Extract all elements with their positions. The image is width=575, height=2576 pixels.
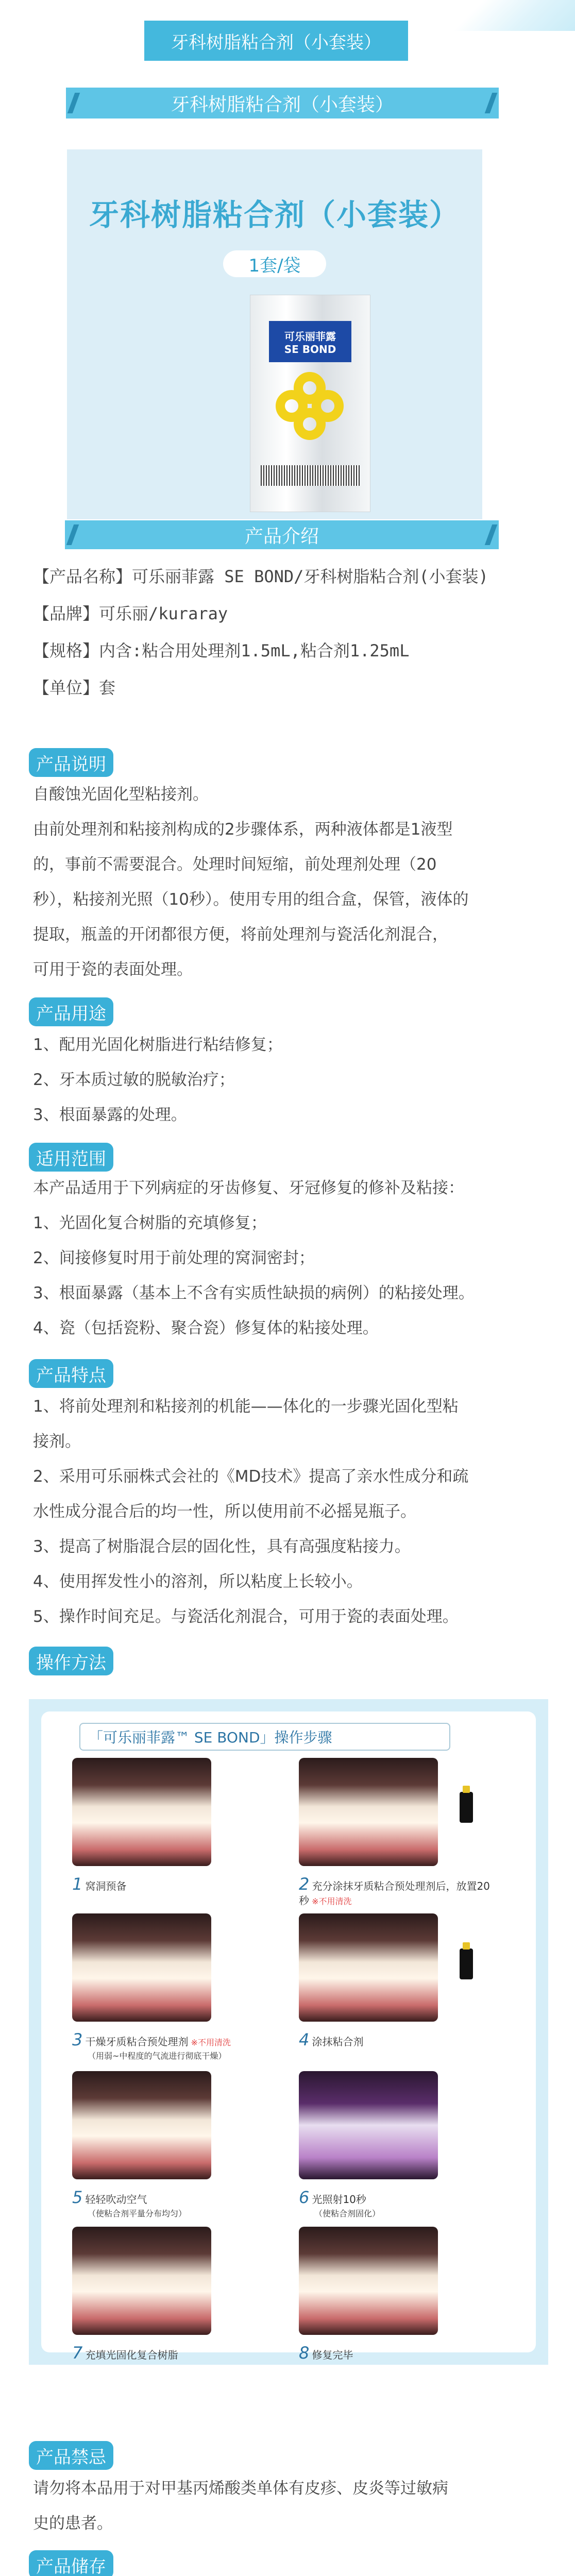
step-2-photo	[299, 1758, 438, 1866]
step-2-note: ※不用清洗	[312, 1896, 352, 1906]
intro-line: 【品牌】可乐丽/kuraray	[33, 604, 228, 623]
step-8-number: 8	[299, 2343, 310, 2363]
step-7-caption	[72, 2343, 178, 2363]
step-7-text: 充填光固化复合树脂	[85, 2349, 178, 2361]
description-line: 的，事前不需要混合。处理时间短缩，前处理剂处理（20	[33, 855, 437, 874]
features-label: 产品特点	[29, 1359, 113, 1388]
storage-label: 产品储存	[29, 2550, 113, 2576]
hero-badge: 1套/袋	[223, 250, 326, 277]
description-line: 提取，瓶盖的开闭都很方便，将前处理剂与瓷活化剂混合，	[33, 925, 448, 944]
description-line: 自酸蚀光固化型粘接剂。	[33, 785, 209, 804]
features-line: 接剂。	[33, 1432, 81, 1451]
contra-line: 请勿将本品用于对甲基丙烯酸类单体有皮疹、皮炎等过敏病	[33, 2479, 448, 2498]
description-line: 秒），粘接剂光照（10秒）。使用专用的组合盒，保管，液体的	[33, 890, 469, 909]
step-3-number: 3	[72, 2030, 83, 2049]
usage-line: 1、配用光固化树脂进行粘结修复；	[33, 1036, 283, 1054]
operation-steps-card	[41, 1711, 536, 2363]
step-4-number: 4	[299, 2030, 310, 2049]
step-6-caption	[299, 2188, 505, 2221]
step-4-photo	[299, 1913, 438, 2022]
step-2-text: 充分涂抹牙质粘合预处理剂后，放置20秒	[299, 1880, 490, 1907]
step-1-caption	[72, 1874, 126, 1894]
top-tab	[144, 21, 408, 61]
features-line: 1、将前处理剂和粘接剂的机能——体化的一步骤光固化型粘	[33, 1397, 459, 1416]
intro-section-bar	[65, 520, 499, 549]
operation-steps-panel	[29, 1699, 548, 2365]
step-3-text: 干燥牙质粘合预处理剂	[85, 2036, 189, 2048]
decorative-corner	[453, 0, 575, 31]
step-6-subtext: （使粘合剂固化）	[314, 2209, 381, 2218]
features-line: 水性成分混合后的均一性，所以使用前不必摇晃瓶子。	[33, 1502, 416, 1521]
step-2-number: 2	[299, 1874, 310, 1894]
intro-section-title: 产品介绍	[244, 526, 319, 547]
step-8-caption	[299, 2343, 353, 2363]
description-label: 产品说明	[29, 748, 113, 777]
contra-text	[33, 2471, 543, 2541]
features-line: 3、提高了树脂混合层的固化性，具有高强度粘接力。	[33, 1537, 411, 1556]
step-4-caption	[299, 2030, 363, 2049]
step-6-text: 光照射10秒	[312, 2193, 366, 2206]
step-5-caption	[72, 2188, 278, 2221]
step-6-number: 6	[299, 2188, 310, 2207]
usage-label: 产品用途	[29, 997, 113, 1026]
features-line: 5、操作时间充足。与瓷活化剂混合，可用于瓷的表面处理。	[33, 1607, 459, 1626]
title-bar-label: 牙科树脂粘合剂（小套装）	[171, 94, 394, 115]
step-8-photo	[299, 2227, 438, 2335]
bottle-icon	[460, 1792, 473, 1823]
step-3-photo	[72, 1913, 211, 2022]
scope-line: 本产品适用于下列病症的牙齿修复、牙冠修复的修补及粘接：	[33, 1179, 464, 1197]
features-text	[33, 1389, 543, 1634]
intro-line: 【规格】内含:粘合用处理剂1.5mL,粘合剂1.25mL	[33, 641, 410, 660]
product-package-image	[250, 295, 370, 512]
step-3-note: ※不用清洗	[191, 2038, 231, 2047]
step-4-text: 涂抹粘合剂	[312, 2036, 364, 2048]
description-text	[33, 777, 543, 987]
step-5-photo	[72, 2071, 211, 2179]
yellow-cross-logo-icon	[271, 367, 348, 445]
scope-label: 适用范围	[29, 1143, 113, 1172]
features-line: 4、使用挥发性小的溶剂，所以粘度上长较小。	[33, 1572, 363, 1591]
intro-line: 【产品名称】可乐丽菲露 SE BOND/牙科树脂粘合剂(小套装)	[33, 567, 488, 586]
package-label-en: SE BOND	[284, 343, 336, 355]
steps-header: 「可乐丽菲露™ SE BOND」操作步骤	[79, 1723, 450, 1751]
package-label	[269, 321, 351, 362]
step-3-subtext: （用弱~中程度的气流进行彻底干燥）	[88, 2051, 227, 2061]
description-line: 由前处理剂和粘接剂构成的2步骤体系，两种液体都是1液型	[33, 820, 453, 839]
scope-line: 4、瓷（包括瓷粉、聚合瓷）修复体的粘接处理。	[33, 1319, 379, 1337]
description-line: 可用于瓷的表面处理。	[33, 960, 193, 979]
step-3-caption	[72, 2030, 278, 2063]
step-2-caption	[299, 1874, 495, 1907]
step-5-number: 5	[72, 2188, 83, 2207]
contra-label: 产品禁忌	[29, 2441, 113, 2470]
scope-text	[33, 1171, 543, 1346]
step-8-text: 修复完毕	[312, 2349, 353, 2361]
step-1-text: 窝洞预备	[85, 1880, 127, 1892]
top-tab-label: 牙科树脂粘合剂（小套装）	[171, 32, 381, 53]
scope-line: 3、根面暴露（基本上不含有实质性缺损的病例）的粘接处理。	[33, 1284, 475, 1302]
package-label-cn: 可乐丽菲露	[284, 330, 336, 343]
bottle-icon	[460, 1948, 473, 1979]
usage-text	[33, 1027, 543, 1132]
usage-line: 2、牙本质过敏的脱敏治疗；	[33, 1071, 235, 1089]
step-1-photo	[72, 1758, 211, 1866]
usage-line: 3、根面暴露的处理。	[33, 1106, 187, 1124]
scope-line: 1、光固化复合树脂的充填修复；	[33, 1214, 267, 1232]
step-6-photo	[299, 2071, 438, 2179]
product-hero	[67, 149, 482, 519]
package-barcode	[261, 465, 360, 486]
step-7-number: 7	[72, 2343, 83, 2363]
title-bar	[66, 88, 499, 118]
contra-line: 史的患者。	[33, 2514, 113, 2533]
step-5-subtext: （使粘合剂平量分布均匀）	[88, 2209, 187, 2218]
step-7-photo	[72, 2227, 211, 2335]
step-5-text: 轻轻吹动空气	[85, 2193, 147, 2206]
features-line: 2、采用可乐丽株式会社的《MD技术》提高了亲水性成分和疏	[33, 1467, 469, 1486]
step-1-number: 1	[72, 1874, 83, 1894]
hero-title: 牙科树脂粘合剂（小套装）	[89, 197, 460, 232]
intro-line: 【单位】套	[33, 678, 116, 698]
scope-line: 2、间接修复时用于前处理的窝洞密封；	[33, 1249, 315, 1267]
method-label: 操作方法	[29, 1647, 113, 1675]
